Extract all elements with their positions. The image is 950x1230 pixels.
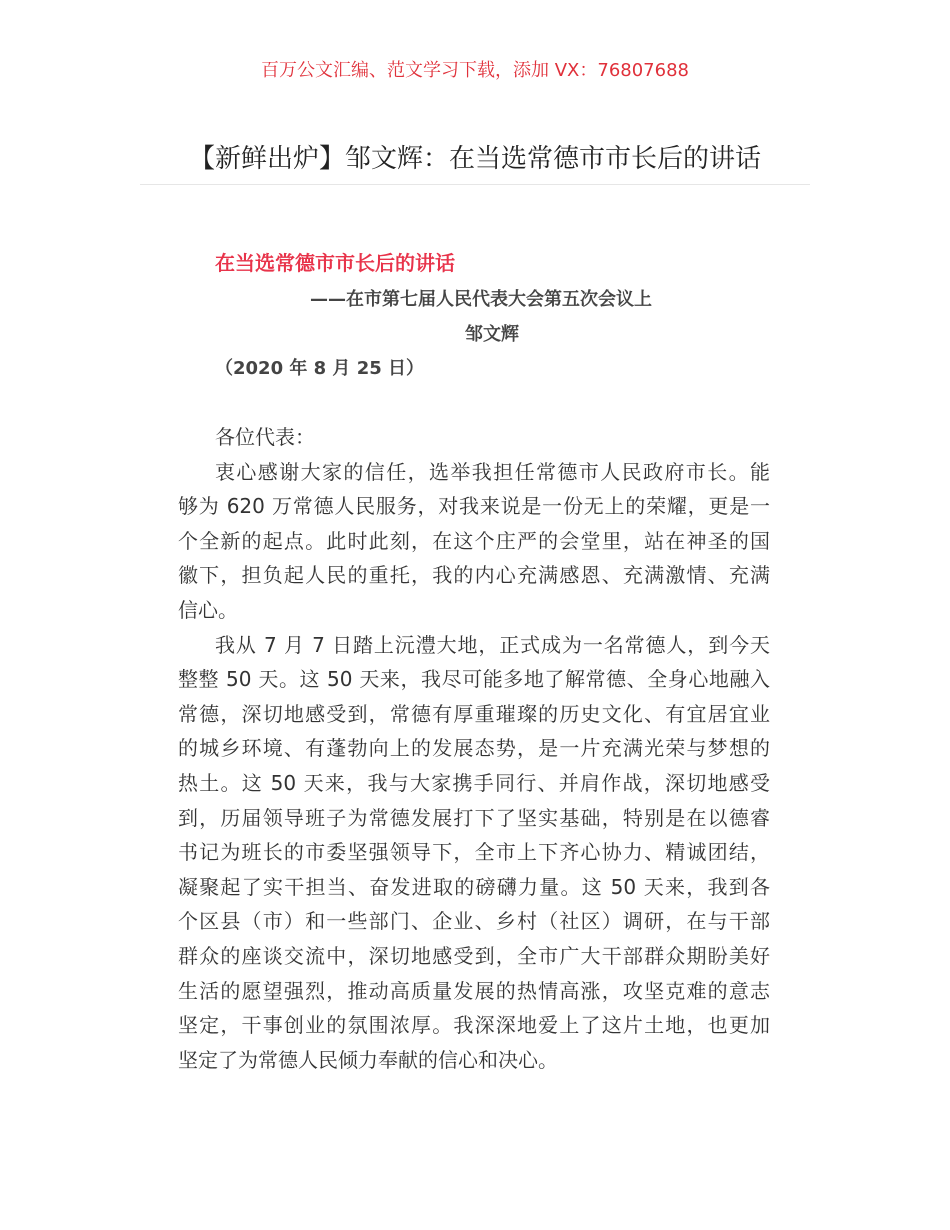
body-line: 常德，深切地感受到，常德有厚重璀璨的历史文化、有宜居宜业 [178,701,770,726]
body-line: 凝聚起了实干担当、奋发进取的磅礴力量。这 50 天来，我到各 [178,874,770,899]
title-divider [140,184,810,185]
body-line: 衷心感谢大家的信任，选举我担任常德市人民政府市长。能 [215,459,770,484]
body-line: 个区县（市）和一些部门、企业、乡村（社区）调研，在与干部 [178,909,770,934]
speech-title: 在当选常德市市长后的讲话 [215,251,455,275]
body-line: 热土。这 50 天来，我与大家携手同行、并肩作战，深切地感受 [178,770,770,795]
body-line: 信心。 [178,597,238,622]
body-line: 徽下，担负起人民的重托，我的内心充满感恩、充满激情、充满 [178,563,770,588]
promo-banner: 百万公文汇编、范文学习下载，添加 VX：76807688 [261,60,689,81]
body-line: 各位代表： [215,425,315,449]
body-line: 我从 7 月 7 日踏上沅澧大地，正式成为一名常德人，到今天 [215,632,770,657]
body-line: 群众的座谈交流中，深切地感受到，全市广大干部群众期盼美好 [178,943,770,968]
body-line: 坚定，干事创业的氛围浓厚。我深深地爱上了这片土地，也更加 [178,1013,770,1038]
body-line: 生活的愿望强烈，推动高质量发展的热情高涨，攻坚克难的意志 [178,978,770,1003]
speech-date: （2020 年 8 月 25 日） [215,358,425,379]
body-line: 坚定了为常德人民倾力奉献的信心和决心。 [178,1047,558,1072]
body-line: 书记为班长的市委坚强领导下，全市上下齐心协力、精诚团结， [178,840,770,865]
body-line: 到，历届领导班子为常德发展打下了坚实基础，特别是在以德睿 [178,805,770,830]
body-line: 个全新的起点。此时此刻，在这个庄严的会堂里，站在神圣的国 [178,528,770,553]
speech-author: 邹文辉 [465,324,519,345]
body-line: 的城乡环境、有蓬勃向上的发展态势，是一片充满光荣与梦想的 [178,736,770,761]
body-line: 整整 50 天。这 50 天来，我尽可能多地了解常德、全身心地融入 [178,667,770,692]
speech-subtitle: ——在市第七届人民代表大会第五次会议上 [310,289,652,310]
body-line: 够为 620 万常德人民服务，对我来说是一份无上的荣耀，更是一 [178,494,770,519]
document-title: 【新鲜出炉】邹文辉：在当选常德市市长后的讲话 [188,144,761,174]
speech-body [178,420,770,1077]
